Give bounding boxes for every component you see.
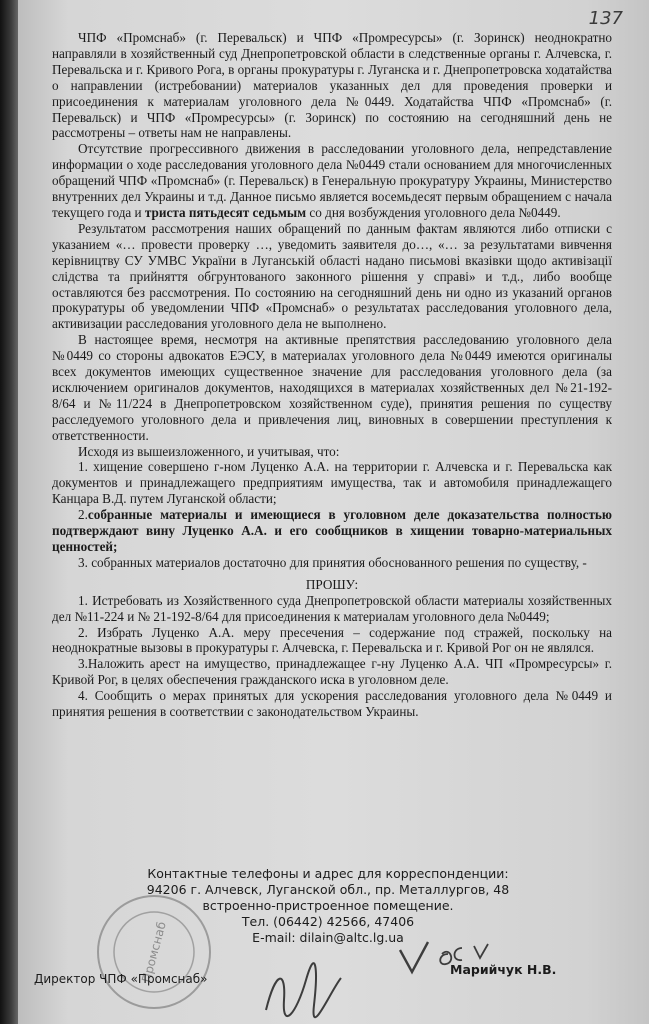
paragraph-5: Исходя из вышеизложенного, и учитывая, что: [78, 443, 340, 459]
binder-spine [0, 0, 18, 1024]
condition-2 [52, 507, 612, 555]
document-page [18, 0, 649, 1024]
contacts-phone: Тел. (06442) 42566, 47406 [241, 914, 415, 929]
request-1: 1. Истребовать из Хозяйственного суда Днепропетровской области материалы хозяйственных дел №11-224 и № 21-192-8/64 для присоединения к материалам уголовного дела №0449; [52, 592, 612, 624]
paragraph-2-bold: триста пятьдесят седьмым [144, 204, 307, 220]
signature-scribble [256, 960, 346, 1020]
request-heading: ПРОШУ: [305, 576, 359, 592]
contacts-address: 94206 г. Алчевск, Луганской обл., пр. Металлургов, 48 [146, 882, 510, 897]
stamp-text: Промснаб [139, 920, 169, 984]
condition-1: 1. хищение совершено г-ном Луценко А.А. на территории г. Алчевска и г. Перевальска как документов и принадлежащего предприятиям имущества, так и автомобиля принадлежащего Канцара В.Д. путем Луганской области; [52, 459, 612, 507]
contacts-premises: встроенно-пристроенное помещение. [202, 898, 454, 913]
condition-2-text: собранные материалы и имеющиеся в уголовном деле доказательства полностью подтверждают вину Луценко А.А. и его сообщников в хищении товарно-материальных ценностей; [52, 507, 612, 554]
condition-3: 3. собранных материалов достаточно для принятия обоснованного решения по существу, - [78, 554, 587, 570]
paragraph-2 [52, 141, 612, 221]
paragraph-2-end: со дня возбуждения уголовного дела №0449. [309, 204, 561, 220]
paragraph-1: ЧПФ «Промснаб» (г. Перевальск) и ЧПФ «Промресурсы» (г. Зоринск) неоднократно направляли в хозяйственный суд Днепропетровской области в следственные органы г. Алчевска, г. Перевальска и г. Кривого Рога, в органы прокуратуры г. Луганска и г. Днепропетровска ходатайства о направлении (истребовании) материалов указанных дел для проведения проверки и присоединения к материалам уголовного дела №0449. Ходатайства ЧПФ «Промснаб» (г. Перевальск) и ЧПФ «Промресурсы» (г. Зоринск) по состоянию на сегодняшний день не рассмотрены – ответы нам не направлены. [52, 30, 612, 141]
signer-title: Директор ЧПФ «Промснаб» [34, 972, 208, 986]
condition-2-number: 2. [78, 507, 88, 523]
request-2: 2. Избрать Луценко А.А. меру пресечения – содержание под стражей, поскольку на неоднократные вызовы в прокуратуры г. Алчевска, г. Перевальска и г. Кривой Рог он не являлся. [52, 624, 612, 656]
request-4: 4. Сообщить о мерах принятых для ускорения расследования уголовного дела №0449 и принятия решения в соответствии с законодательством Украины. [52, 688, 612, 720]
paragraph-4: В настоящее время, несмотря на активные препятствия расследованию уголовного дела №0449 со стороны адвокатов ЕЭСУ, в материалах уголовного дела №0449 имеются оригиналы всех документов имеющих существенное значение для расследования уголовного дела (за исключением оригиналов документов, находящихся в материалах хозяйственных дел №21-192-8/64 и №11/224 в Днепропетровском хозяйственном суде), принятия решения по существу расследуемого уголовного дела и привлечения лиц, виновных в совершении преступления к ответственности. [52, 332, 612, 443]
paragraph-3: Результатом рассмотрения наших обращений по данным фактам являются либо отписки с указанием «… провести проверку …, уведомить заявителя до…, «… за результатами вивчення керівництву СУ УМВС України в Луганській області надано письмові вказівки щодо активізації слідства та прийняття обгрунтованого законного рішення у справі» и т.д., либо вообще оставляются без рассмотрения. По состоянию на сегодняшний день ни одно из указаний органов прокуратуры об уведомлении ЧПФ «Промснаб» о результатах расследования уголовного дела, активизации расследования уголовного дела не выполнено. [52, 220, 612, 332]
contacts-email: E-mail: dilain@altc.lg.ua [252, 930, 404, 945]
paragraph-2-start: Отсутствие прогрессивного движения в расследовании уголовного дела, непредставление информации о ходе расследования уголовного дела №0449 стали основанием для многочисленных обращений ЧПФ «Промснаб» (г. Перевальск) в Генеральную прокуратуру Украины, Министерство внутренних дел Украины и т.д. Данное письмо является восемьдесят первым обращением с начала текущего года и [52, 141, 612, 220]
page-number: 137 [588, 8, 623, 29]
request-3: 3.Наложить арест на имущество, принадлежащее г-ну Луценко А.А. ЧП «Промресурсы» г. Кривой Рог, в целях обеспечения гражданского иска в уголовном деле. [52, 656, 612, 688]
signer-name: Марийчук Н.В. [450, 962, 557, 977]
contacts-heading: Контактные телефоны и адрес для корреспонденции: [147, 866, 509, 881]
letter-body [52, 30, 612, 720]
round-stamp [94, 892, 214, 1012]
